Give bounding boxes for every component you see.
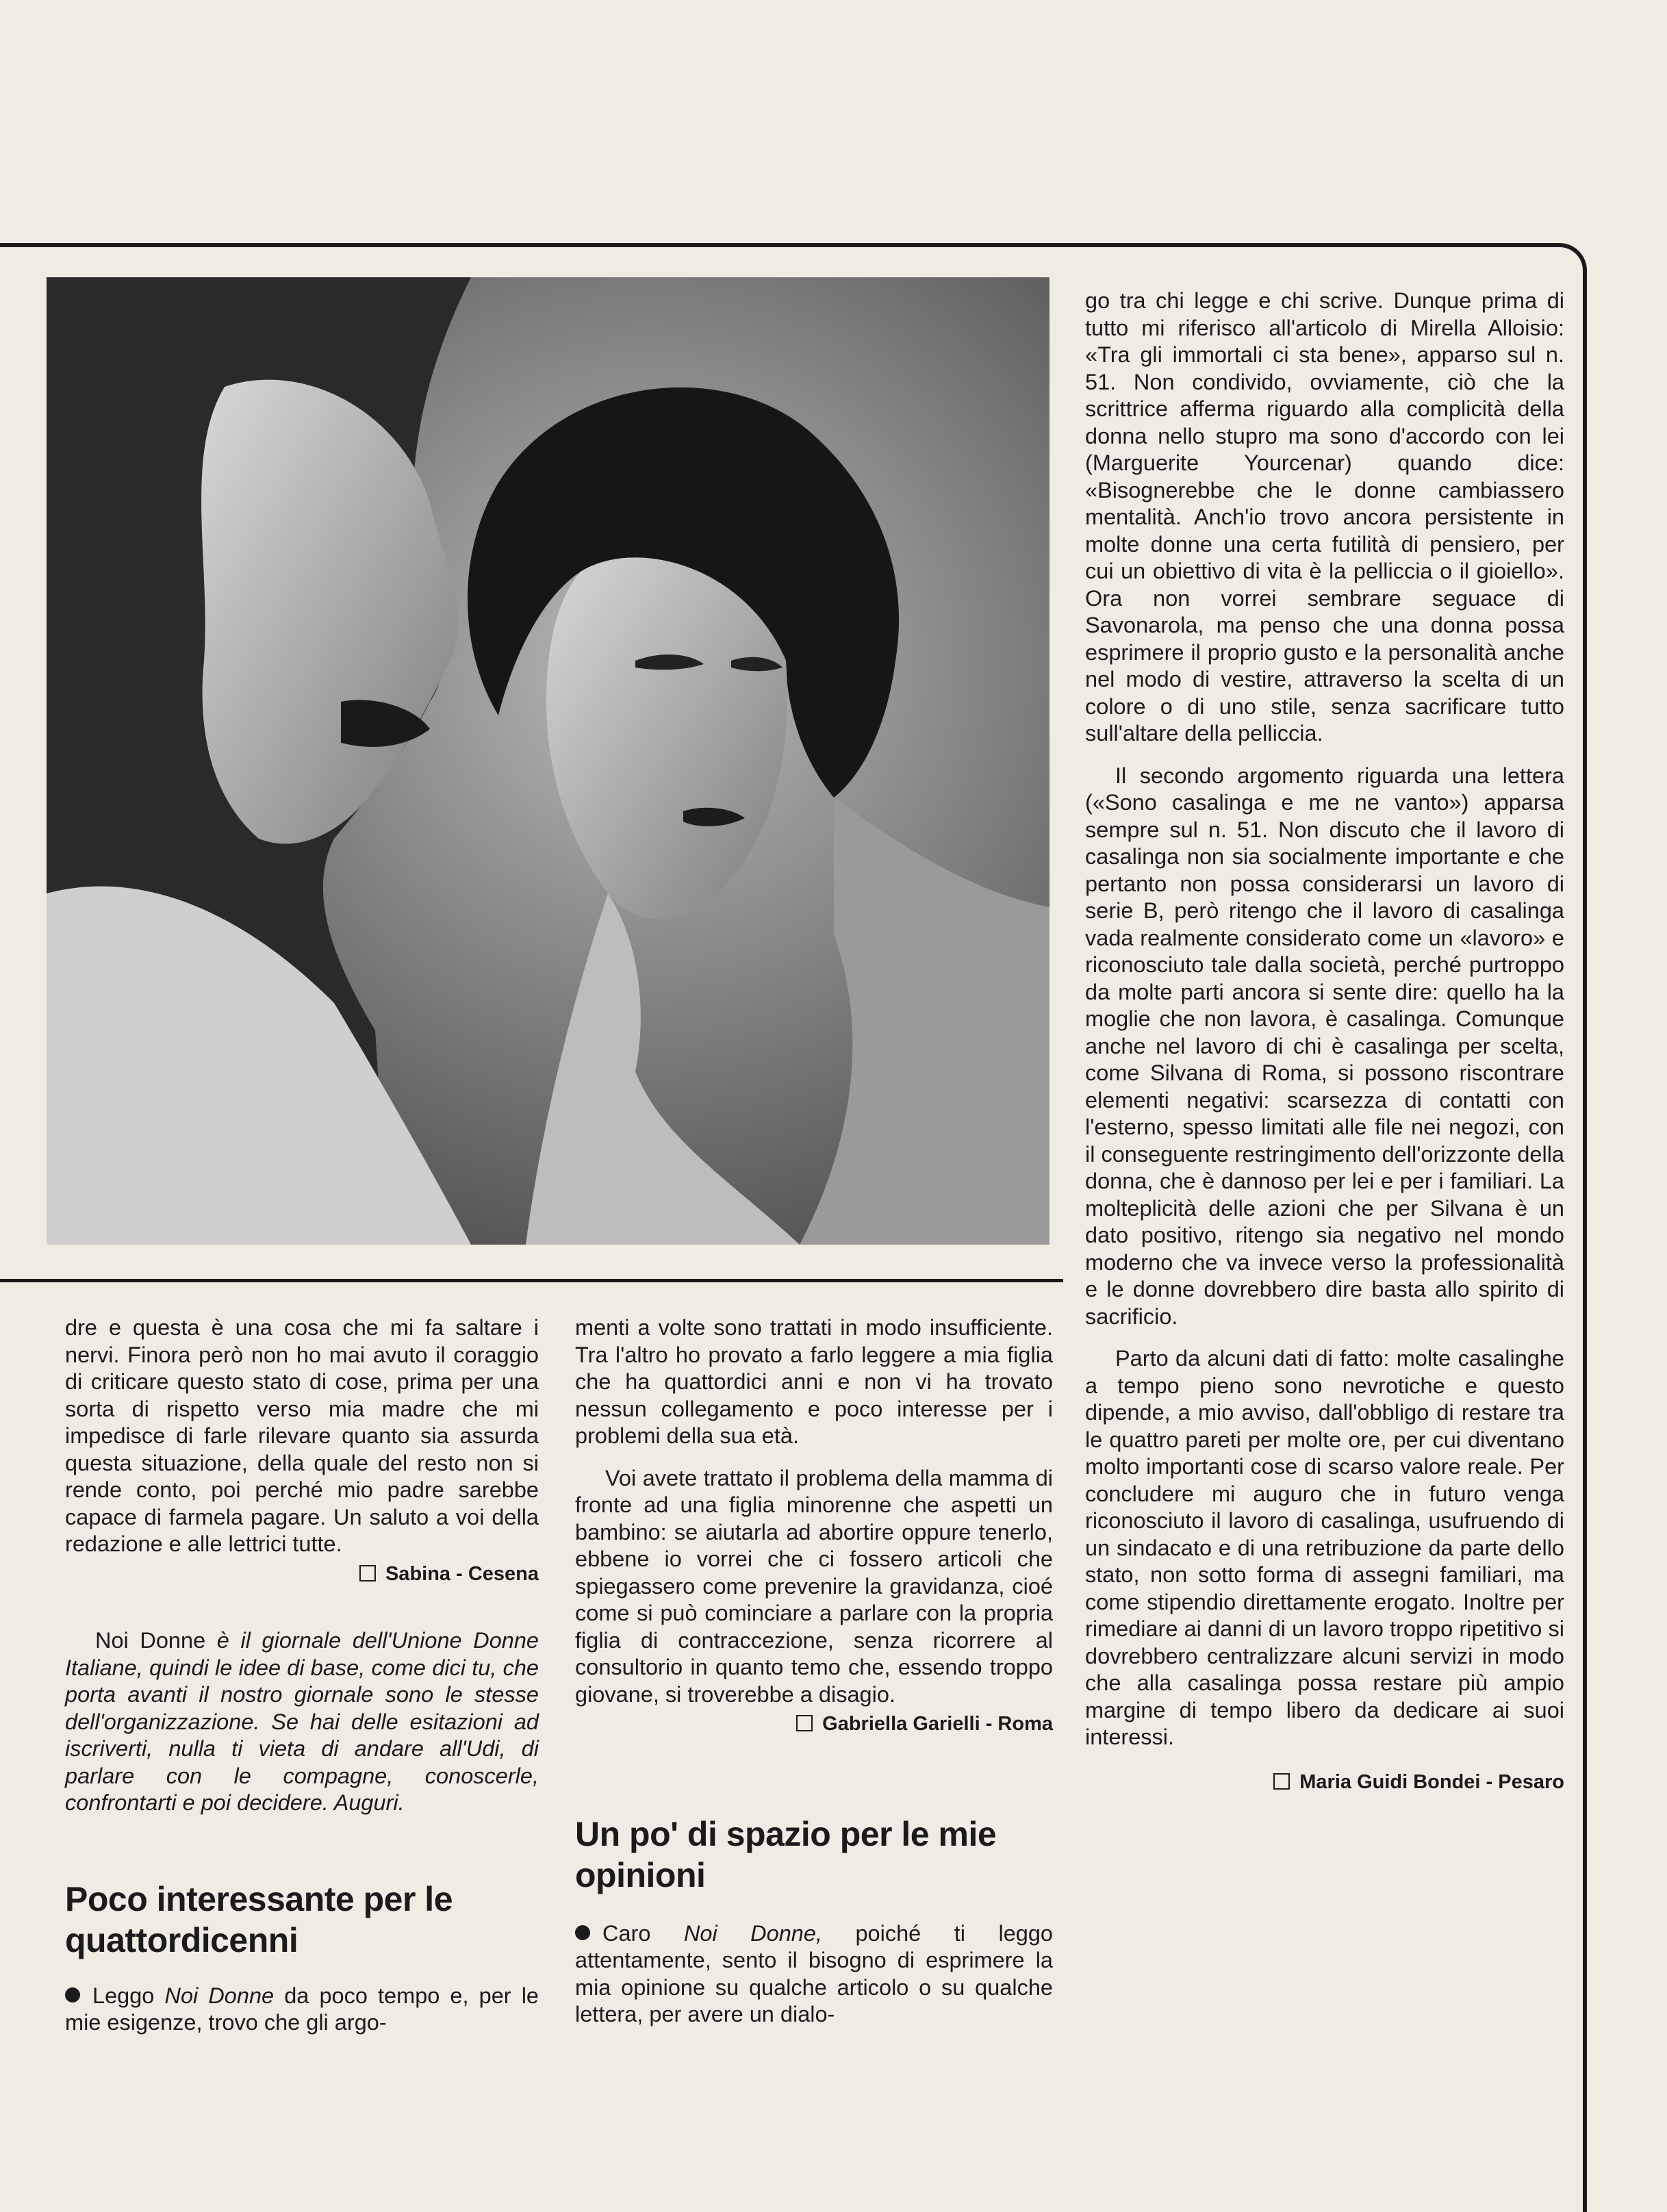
square-icon [796, 1715, 813, 1731]
letter-signature [575, 1711, 1053, 1738]
column-3 [1085, 288, 1564, 1796]
letter-text [65, 1983, 539, 2037]
column-1 [65, 1314, 539, 2037]
reply-text: è il giornale dell'Unione Donne Italiane, quindi le idee di base, come dici tu, che porta avanti il nostro giornale sono le stesse dell'organizzazione. Se hai delle esitazioni ad iscriverti, nulla ti vieta di andare all'Udi, di parlare con le compagne, conoscerle, confrontarti e poi decidere. Auguri. [65, 1628, 539, 1815]
section-rule [0, 1279, 1063, 1282]
signature-text: Gabriella Garielli - Roma [822, 1713, 1053, 1735]
column-2 [575, 1314, 1053, 2029]
editorial-reply [65, 1627, 539, 1817]
square-icon [359, 1565, 376, 1581]
letter-text: menti a volte sono trattati in modo insufficiente. Tra l'altro ho provato a farlo leggere a mia figlia che ha quattordici anni e non vi ha trovato nessun collegamento e poco interesse per i problemi della sua età. [575, 1315, 1053, 1448]
signature-text: Maria Guidi Bondei - Pesaro [1299, 1770, 1564, 1793]
text-run: Caro [602, 1920, 684, 1946]
letter-text [575, 1920, 1053, 2029]
bullet-icon [65, 1987, 80, 2003]
letter-text: dre e questa è una cosa che mi fa saltare i nervi. Finora però non ho mai avuto il coraggio di criticare questo stato di cose, prima per una sorta di rispetto verso mia madre che mi impedisce di farle rilevare quanto sia assurda questa situazione, della quale del resto non si rende conto, poi perché mio padre sarebbe capace di farmela pagare. Un saluto a voi della redazione e alle lettrici tutte. [65, 1315, 539, 1556]
letter-text: Il secondo argomento riguarda una lettera («Sono casalinga e me ne vanto») apparsa sempre sul n. 51. Non discuto che il lavoro di casalinga non sia socialmente importante e che pertanto non possa considerarsi un lavoro di serie B, però ritengo che il lavoro di casalinga vada realmente considerato come un «lavoro» e riconosciuto tale dalla società, perché purtroppo da molte parti ancora si sente dire: quello ha la moglie che non lavora, è casalinga. Comunque anche nel lavoro di chi è casalinga per scelta, come Silvana di Roma, si possono riscontrare elementi negativi: scarsezza di contatti con l'esterno, spesso limitati alle file nei negozi, con il conseguente restringimento dell'orizzonte della donna, che è dannoso per lei e per i familiari. La molteplicità delle azioni che per Silvana è un dato positivo, ritengo sia negativo nel mondo moderno che va invece verso la professionalità e le donne dovrebbero dire basta allo spirito di sacrificio. [1085, 763, 1564, 1329]
letter-signature [1085, 1769, 1564, 1796]
letter-text: Parto da alcuni dati di fatto: molte casalinghe a tempo pieno sono nevrotiche e questo dipende, a mio avviso, dall'obbligo di restare tra le quattro pareti per molte ore, per cui diventano molto importanti cose di scarso valore reale. Per concludere mi auguro che in futuro venga riconosciuto il lavoro di casalinga, usufruendo di un sindacato e di una retribuzione da parte dello stato, non sotto forma di assegni familiari, ma come stipendio direttamente erogato. Inoltre per rimediare ai danni di un lavoro troppo ripetitivo si dovrebbero centralizzare alcuni servizi in modo che alla casalinga possa restare più ampio margine di tempo libero da dedicare ai suoi interessi. [1085, 1346, 1564, 1749]
letter-text: go tra chi legge e chi scrive. Dunque prima di tutto mi riferisco all'articolo di Mirella Alloisio: «Tra gli immortali ci sta bene», apparso sul n. 51. Non condivido, ovviamente, ciò che la scrittrice afferma riguardo alla complicità della donna nello stupro ma sono d'accordo con lei (Marguerite Yourcenar) quando dice: «Bisognerebbe che le donne cambiassero mentalità. Anch'io trovo ancora persistente in molte donne una certa futilità di pensiero, per cui un obiettivo di vita è la pelliccia o il gioiello». Ora non vorrei sembrare seguace di Savonarola, ma penso che una donna possa esprimere il proprio gusto e la personalità anche nel modo di vestire, attraverso la scelta di un colore o di uno stile, senza sacrificare tutto sull'altare della pelliccia. [1085, 288, 1564, 746]
text-run: Leggo [92, 1983, 165, 2008]
photo-couple-icon [47, 277, 1049, 1245]
signature-text: Sabina - Cesena [385, 1562, 539, 1585]
bullet-icon [575, 1925, 590, 1940]
text-run: da poco tempo e, per le mie esigenze, trovo che gli argo- [65, 1983, 539, 2035]
letter-signature [65, 1561, 539, 1588]
letter-headline: Poco interessante per le quattordicenni [65, 1879, 453, 1959]
letter-text: Voi avete trattato il problema della mamma di fronte ad una figlia minorenne che aspetti un bambino: se aiutarla ad abortire oppure tenerlo, ebbene io vorrei che ci fossero articoli che spiegassero come prevenire la gravidanza, cioé come si può cominciare a parlare con la propria figlia di contraccezione, senza ricorrere al consultorio in quanto temo che, essendo troppo giovane, si troverebbe a disagio. [575, 1465, 1053, 1707]
magazine-name: Noi Donne, [683, 1920, 822, 1946]
photo-couple [47, 277, 1049, 1245]
magazine-name: Noi Donne [164, 1983, 275, 2008]
magazine-name: Noi Donne [95, 1628, 206, 1653]
letter-headline: Un po' di spazio per le mie opinioni [575, 1814, 997, 1894]
text-run: poiché ti leggo attentamente, sento il bisogno di esprimere la mia opinione su qualche articolo o su qualche lettera, per avere un dialo- [575, 1920, 1053, 2026]
square-icon [1273, 1773, 1290, 1790]
